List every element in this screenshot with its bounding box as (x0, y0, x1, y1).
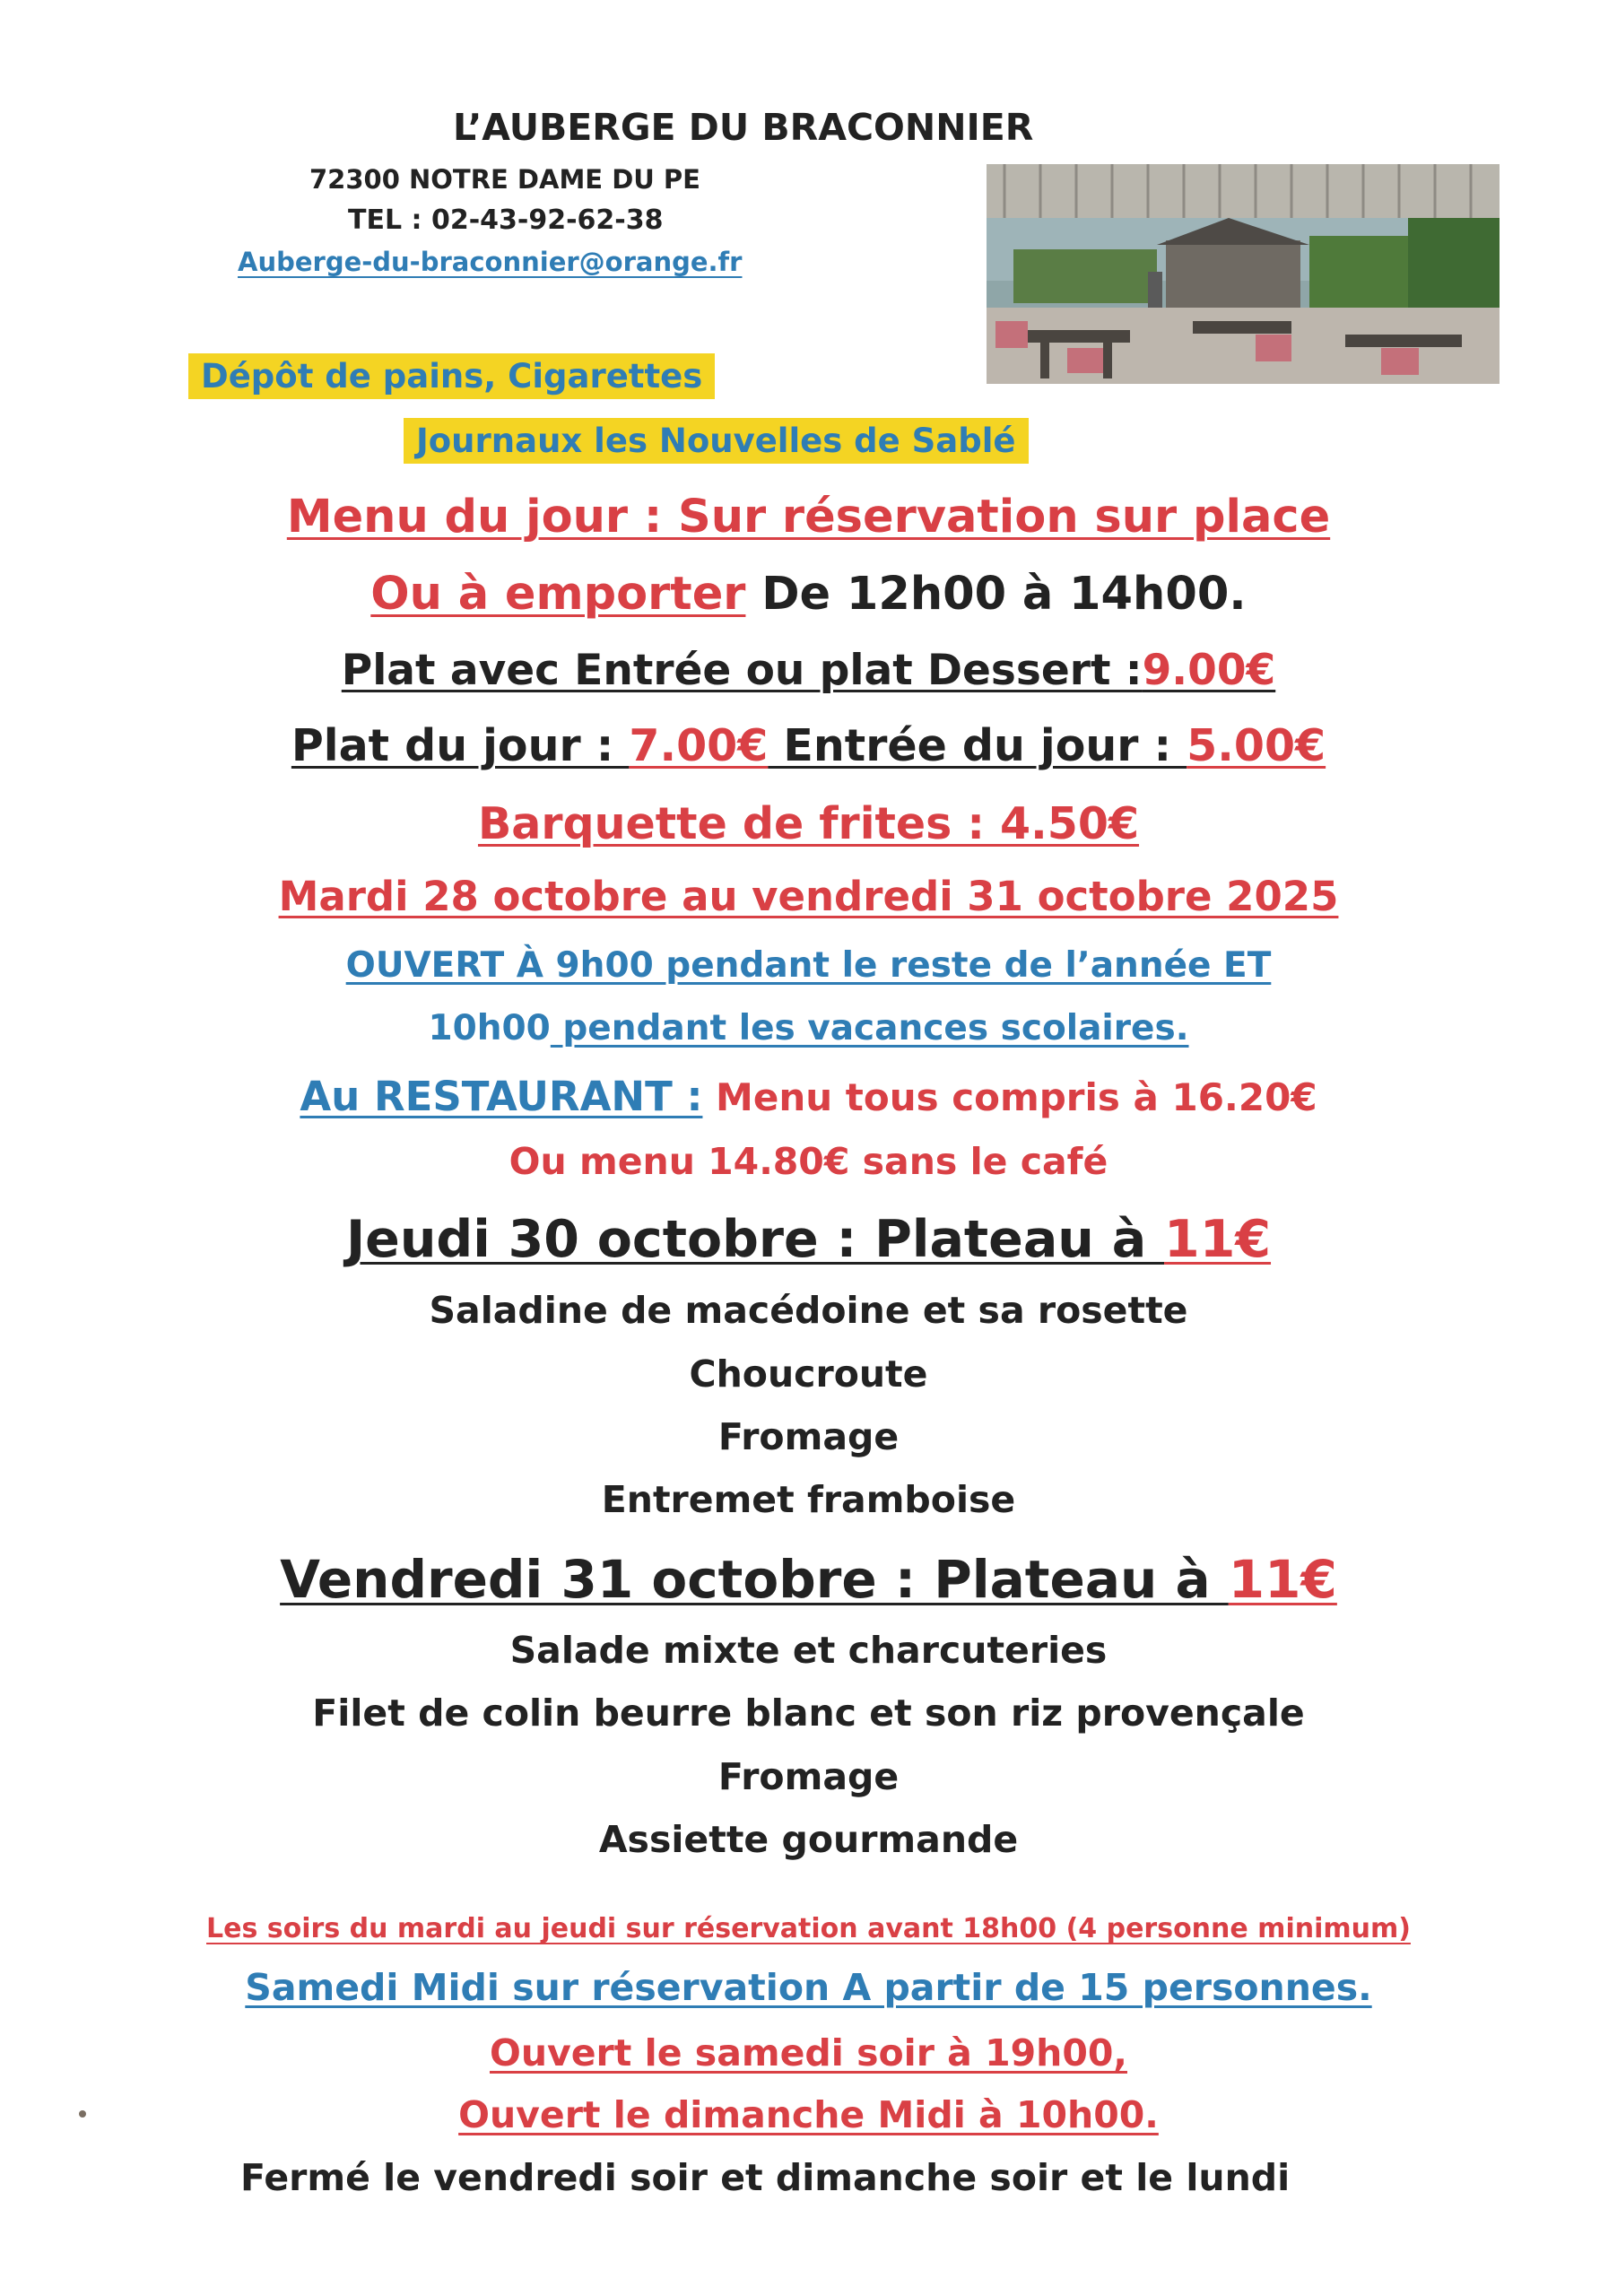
thursday-item: Fromage (717, 1415, 900, 1458)
formule-line (0, 646, 1617, 695)
frites-price: Barquette de frites : 4.50€ (477, 798, 1140, 849)
thursday-title (0, 1210, 1617, 1269)
thursday-item: Entremet framboise (601, 1478, 1016, 1521)
entree-label: Entrée du jour : (768, 720, 1187, 771)
email-link[interactable]: Auberge-du-braconnier@orange.fr (238, 247, 743, 277)
restaurant-alt: Ou menu 14.80€ sans le café (509, 1140, 1108, 1183)
friday-price: 11€ (1228, 1549, 1337, 1610)
evenings-note: Les soirs du mardi au jeudi sur réservation avant 18h00 (4 personne minimum) (206, 1913, 1411, 1944)
thursday-title-text: Jeudi 30 octobre : Plateau à (345, 1210, 1165, 1269)
scan-speck (79, 2110, 86, 2118)
menu-du-jour-title: Menu du jour : Sur réservation sur place (286, 491, 1331, 544)
opening-line-2 (0, 1008, 1617, 1048)
friday-title (0, 1549, 1617, 1610)
restaurant-menu: Menu tous compris à 16.20€ (702, 1075, 1317, 1119)
opening-line-1: OUVERT À 9h00 pendant le reste de l’année ET (345, 945, 1272, 986)
friday-item: Fromage (717, 1755, 900, 1798)
thursday-price: 11€ (1164, 1210, 1272, 1269)
menu-du-jour-hours (0, 568, 1617, 621)
saturday-noon-note: Samedi Midi sur réservation A partir de 15 personnes. (245, 1966, 1372, 2009)
plat-label: Plat du jour : (291, 720, 630, 771)
plat-price: 7.00€ (629, 720, 769, 771)
telephone: TEL : 02-43-92-62-38 (348, 204, 664, 236)
services-line-1 (188, 357, 715, 396)
friday-title-text: Vendredi 31 octobre : Plateau à (280, 1549, 1229, 1610)
plat-entree-line (0, 720, 1617, 771)
friday-item: Assiette gourmande (598, 1818, 1019, 1861)
friday-item: Salade mixte et charcuteries (509, 1629, 1108, 1672)
formule-price: 9.00€ (1142, 646, 1276, 695)
services-line-1-text: Dépôt de pains, Cigarettes (188, 353, 715, 399)
saturday-evening-note: Ouvert le samedi soir à 19h00, (489, 2031, 1127, 2074)
thursday-item: Choucroute (689, 1352, 928, 1396)
takeaway-label: Ou à emporter (370, 568, 746, 621)
restaurant-name: L’AUBERGE DU BRACONNIER (453, 106, 1034, 149)
thursday-item: Saladine de macédoine et sa rosette (429, 1289, 1188, 1332)
period: Mardi 28 octobre au vendredi 31 octobre 2025 (278, 873, 1339, 920)
opening-holidays: pendant les vacances scolaires. (550, 1008, 1189, 1048)
services-line-2-text: Journaux les Nouvelles de Sablé (404, 418, 1029, 464)
restaurant-line (0, 1073, 1617, 1120)
restaurant-label: Au RESTAURANT : (300, 1073, 703, 1120)
entree-price: 5.00€ (1187, 720, 1326, 771)
opening-hour: 10h00 (428, 1008, 551, 1048)
hours-text: De 12h00 à 14h00. (745, 568, 1247, 621)
closed-days-note: Fermé le vendredi soir et dimanche soir et le lundi (240, 2156, 1291, 2199)
services-line-2 (404, 422, 1029, 460)
friday-item: Filet de colin beurre blanc et son riz provençale (312, 1692, 1305, 1735)
address: 72300 NOTRE DAME DU PE (309, 164, 700, 195)
formule-label: Plat avec Entrée ou plat Dessert : (341, 646, 1143, 695)
terrace-photo-icon (987, 164, 1500, 384)
sunday-noon-note: Ouvert le dimanche Midi à 10h00. (458, 2093, 1159, 2136)
